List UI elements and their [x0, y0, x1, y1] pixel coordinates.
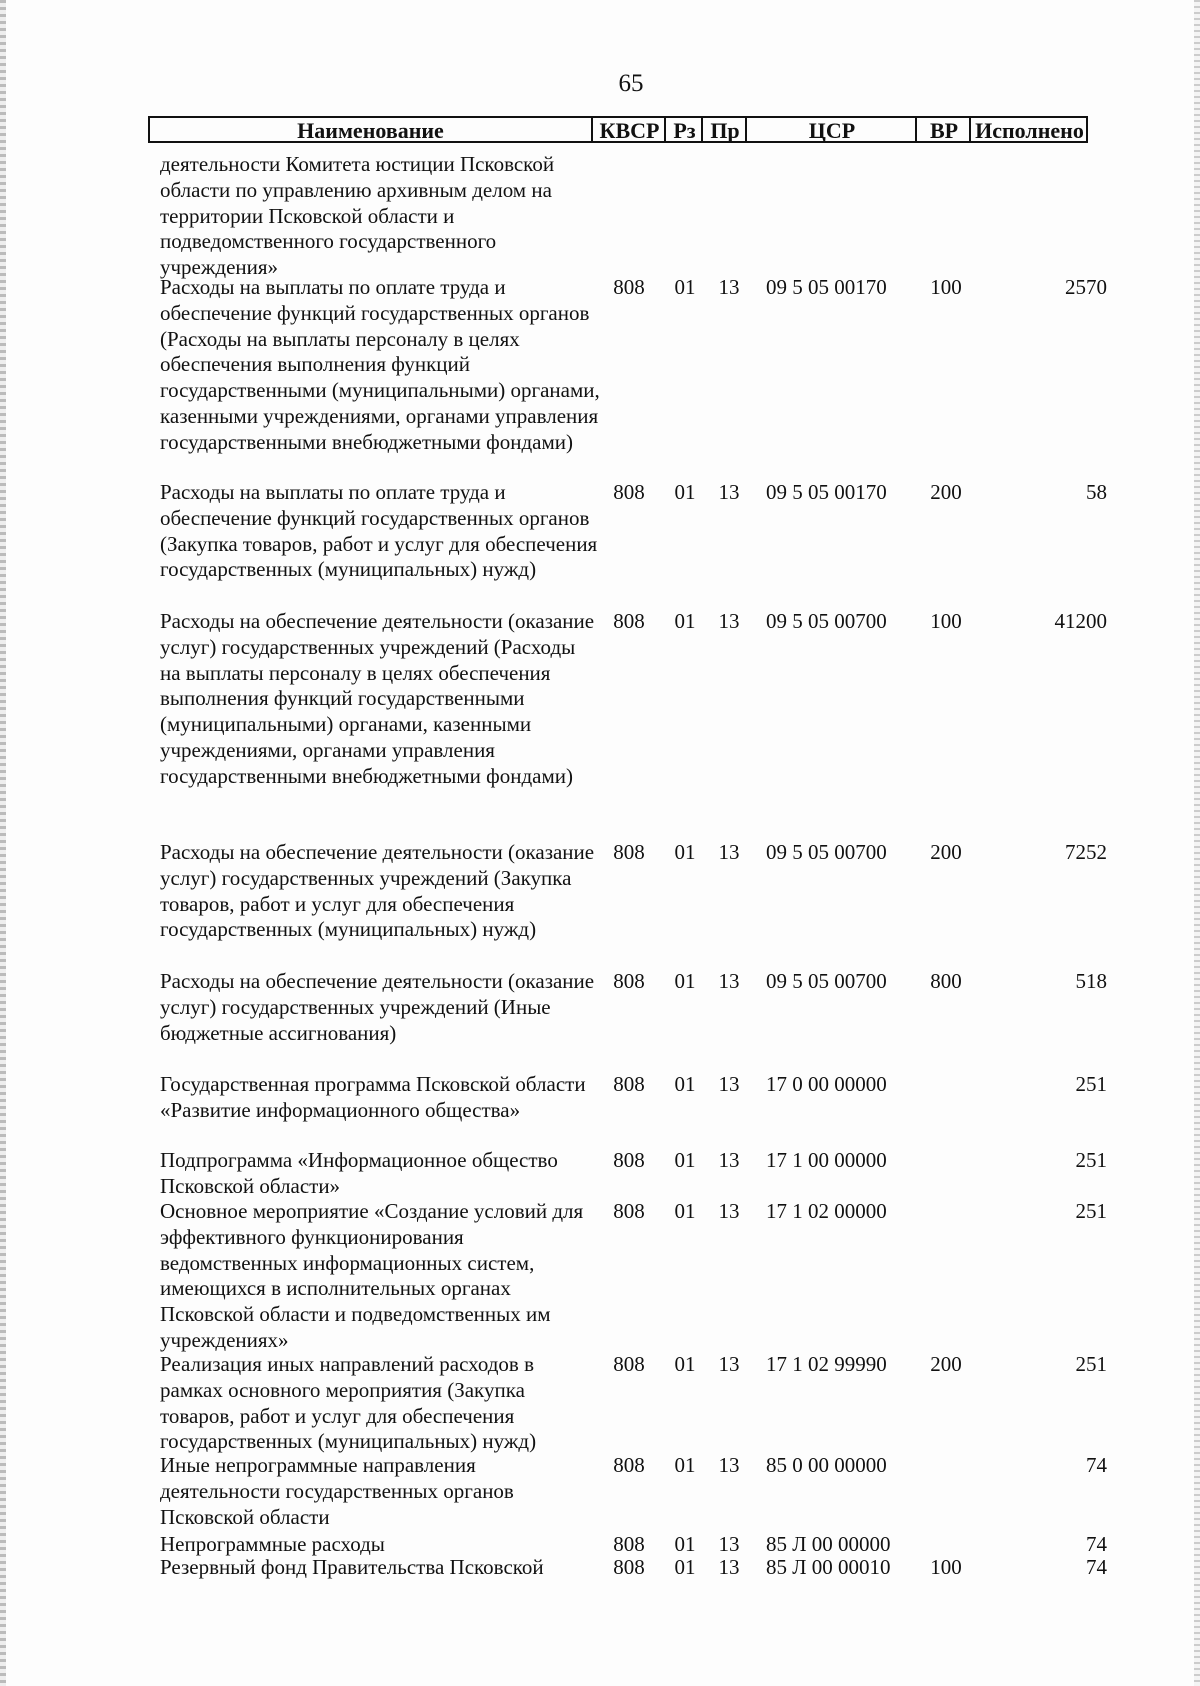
row-isp: 251: [1075, 1148, 1107, 1172]
row-rz: 01: [674, 1532, 696, 1556]
row-rz: 01: [674, 840, 696, 864]
row-pr: 13: [718, 1072, 740, 1096]
row-kvsr: 808: [613, 609, 645, 633]
row-csr: 09 5 05 00170: [766, 275, 887, 299]
row-csr: 17 1 02 00000: [766, 1199, 887, 1223]
row-name: Расходы на выплаты по оплате труда и обеспечение функций государственных органов (Расходы на выплаты персоналу в целях обеспечения выполнения функций государственными (муниципальными) органами, казенными учреждениями, органами управления государственными внебюджетными фондами): [160, 275, 600, 454]
header-vr: ВР: [915, 118, 971, 141]
row-vr: 100: [930, 275, 962, 299]
row-rz: 01: [674, 480, 696, 504]
header-isp: Исполнено: [969, 118, 1088, 141]
row-pr: 13: [718, 1352, 740, 1376]
row-csr: 85 Л 00 00000: [766, 1532, 891, 1556]
row-csr: 85 0 00 00000: [766, 1453, 887, 1477]
row-pr: 13: [718, 480, 740, 504]
row-rz: 01: [674, 1555, 696, 1579]
row-vr: 200: [930, 840, 962, 864]
row-vr: 200: [930, 1352, 962, 1376]
row-rz: 01: [674, 969, 696, 993]
row-name: Расходы на выплаты по оплате труда и обеспечение функций государственных органов (Закупка товаров, работ и услуг для обеспечения государственных (муниципальных) нужд): [160, 480, 598, 582]
row-csr: 17 1 02 99990: [766, 1352, 887, 1376]
page-number: 65: [618, 70, 644, 97]
row-csr: 09 5 05 00700: [766, 969, 887, 993]
table-header: [148, 116, 1088, 143]
row-kvsr: 808: [613, 480, 645, 504]
header-csr: ЦСР: [745, 118, 917, 141]
row-csr: 85 Л 00 00010: [766, 1555, 891, 1579]
row-isp: 251: [1075, 1199, 1107, 1223]
row-isp: 251: [1075, 1352, 1107, 1376]
scan-edge-left: [0, 0, 6, 1686]
header-name: Наименование: [297, 118, 444, 143]
row-isp: 74: [1086, 1555, 1107, 1579]
row-name: деятельности Комитета юстиции Псковской области по управлению архивным делом на территории Псковской области и подведомственного государственного учреждения»: [160, 152, 555, 280]
row-csr: 09 5 05 00700: [766, 840, 887, 864]
row-kvsr: 808: [613, 969, 645, 993]
row-name: Расходы на обеспечение деятельности (оказание услуг) государственных учреждений (Расходы на выплаты персоналу в целях обеспечения выполнения функций государственными (муниципальными) органами, казенными учреждениями, органами управления государственными внебюджетными фондами): [160, 609, 595, 788]
row-kvsr: 808: [613, 1199, 645, 1223]
row-kvsr: 808: [613, 1148, 645, 1172]
row-rz: 01: [674, 275, 696, 299]
row-pr: 13: [718, 1148, 740, 1172]
row-vr: 800: [930, 969, 962, 993]
row-isp: 7252: [1065, 840, 1107, 864]
row-name: Государственная программа Псковской области «Развитие информационного общества»: [160, 1072, 586, 1122]
row-vr: 100: [930, 1555, 962, 1579]
row-name: Основное мероприятие «Создание условий для эффективного функционирования ведомственных информационных систем, имеющихся в исполнительных органах Псковской области и подведомственных им учреждениях»: [160, 1199, 584, 1352]
row-pr: 13: [718, 609, 740, 633]
row-csr: 17 1 00 00000: [766, 1148, 887, 1172]
row-pr: 13: [718, 275, 740, 299]
row-pr: 13: [718, 969, 740, 993]
row-kvsr: 808: [613, 840, 645, 864]
row-csr: 09 5 05 00170: [766, 480, 887, 504]
row-pr: 13: [718, 1453, 740, 1477]
row-isp: 58: [1086, 480, 1107, 504]
row-isp: 74: [1086, 1453, 1107, 1477]
row-rz: 01: [674, 1148, 696, 1172]
row-vr: 100: [930, 609, 962, 633]
row-name: Расходы на обеспечение деятельности (оказание услуг) государственных учреждений (Закупка товаров, работ и услуг для обеспечения государственных (муниципальных) нужд): [160, 840, 595, 942]
row-rz: 01: [674, 1072, 696, 1096]
row-name: Иные непрограммные направления деятельности государственных органов Псковской области: [160, 1453, 514, 1529]
row-isp: 518: [1075, 969, 1107, 993]
row-isp: 41200: [1054, 609, 1107, 633]
row-name: Резервный фонд Правительства Псковской: [160, 1555, 544, 1579]
row-isp: 74: [1086, 1532, 1107, 1556]
row-kvsr: 808: [613, 1532, 645, 1556]
scan-edge-right: [1194, 0, 1200, 1686]
row-isp: 2570: [1065, 275, 1107, 299]
row-name: Реализация иных направлений расходов в рамках основного мероприятия (Закупка товаров, работ и услуг для обеспечения государственных (муниципальных) нужд): [160, 1352, 537, 1454]
row-name: Подпрограмма «Информационное общество Псковской области»: [160, 1148, 558, 1198]
row-pr: 13: [718, 1532, 740, 1556]
header-pr: Пр: [701, 118, 747, 141]
row-kvsr: 808: [613, 1072, 645, 1096]
row-csr: 17 0 00 00000: [766, 1072, 887, 1096]
row-rz: 01: [674, 1352, 696, 1376]
row-vr: 200: [930, 480, 962, 504]
row-kvsr: 808: [613, 275, 645, 299]
row-rz: 01: [674, 609, 696, 633]
row-pr: 13: [718, 1199, 740, 1223]
row-name: Расходы на обеспечение деятельности (оказание услуг) государственных учреждений (Иные бюджетные ассигнования): [160, 969, 595, 1045]
row-kvsr: 808: [613, 1453, 645, 1477]
header-rz: Рз: [664, 118, 703, 141]
row-name: Непрограммные расходы: [160, 1532, 385, 1556]
row-pr: 13: [718, 840, 740, 864]
header-kvsr: КВСР: [591, 118, 666, 141]
row-kvsr: 808: [613, 1352, 645, 1376]
row-rz: 01: [674, 1199, 696, 1223]
row-rz: 01: [674, 1453, 696, 1477]
row-isp: 251: [1075, 1072, 1107, 1096]
row-csr: 09 5 05 00700: [766, 609, 887, 633]
row-pr: 13: [718, 1555, 740, 1579]
row-kvsr: 808: [613, 1555, 645, 1579]
